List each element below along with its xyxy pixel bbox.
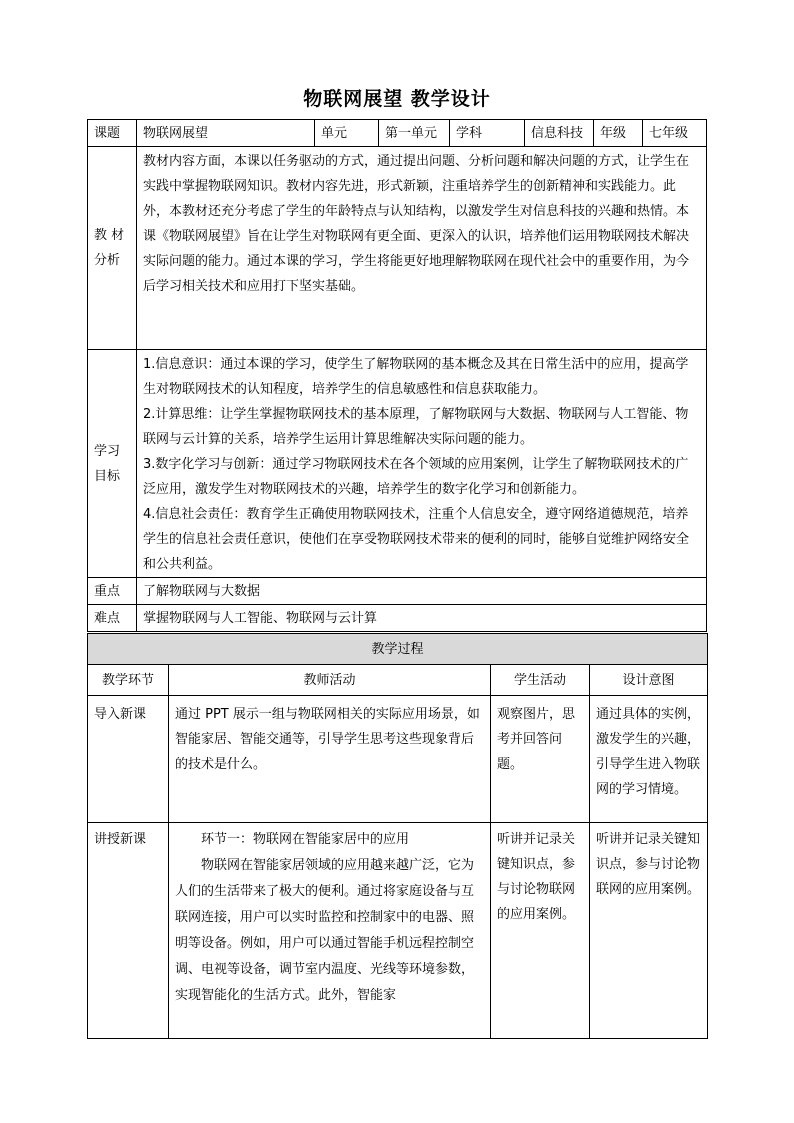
student-activity: 观察图片，思考并回答问题。 — [491, 696, 590, 823]
teacher-activity: 通过 PPT 展示一组与物联网相关的实际应用场景，如智能家居、智能交通等，引导学生思考这些现象背后的技术是什么。 — [169, 696, 491, 823]
info-row — [88, 120, 707, 147]
unit-label: 单元 — [315, 120, 379, 147]
teacher-activity — [169, 823, 491, 1039]
subject-value: 信息科技 — [525, 120, 594, 147]
objective-item: 2.计算思维：让学生掌握物联网技术的基本原理，了解物联网与大数据、物联网与人工智能、物联网与云计算的关系，培养学生运用计算思维解决实际问题的能力。 — [143, 407, 689, 447]
difficulty-row — [88, 605, 707, 632]
objective-item: 1.信息意识：通过本课的学习，使学生了解物联网的基本概念及其在日常生活中的应用，提高学生对物联网技术的认知程度，培养学生的信息敏感性和信息获取能力。 — [143, 357, 689, 397]
design-intent: 听讲并记录关键知识点，参与讨论物联网的应用案例。 — [590, 823, 708, 1039]
analysis-text: 教材内容方面，本课以任务驱动的方式，通过提出问题、分析问题和解决问题的方式，让学生在实践中掌握物联网知识。教材内容先进，形式新颖，注重培养学生的创新精神和实践能力。此外，本教材还充分考虑了学生的年龄特点与认知结构，以激发学生对信息科技的兴趣和热情。本课《物联网展望》旨在让学生对物联网有更全面、更深入的认识，培养他们运用物联网技术解决实际问题的能力。通过本课的学习，学生将能更好地理解物联网在现代社会中的重要作用，为今后学习相关技术和应用打下坚实基础。 — [137, 147, 707, 350]
key-point-label: 重点 — [88, 578, 137, 605]
document-title: 物联网展望 教学设计 — [303, 88, 491, 110]
grade-value: 七年级 — [643, 120, 707, 147]
objective-item: 3.数字化学习与创新：通过学习物联网技术在各个领域的应用案例，让学生了解物联网技术的广泛应用，激发学生对物联网技术的兴趣，培养学生的数字化学习和创新能力。 — [143, 457, 689, 497]
key-point-text: 了解物联网与大数据 — [137, 578, 707, 605]
section-body: 物联网在智能家居领域的应用越来越广泛，它为人们的生活带来了极大的便利。通过将家庭设备与互联网连接，用户可以实时监控和控制家中的电器、照明等设备。例如，用户可以通过智能手机远程控制空调、电视等设备，调节室内温度、光线等环境参数，实现智能化的生活方式。此外，智能家 — [175, 858, 475, 1003]
difficulty-text: 掌握物联网与人工智能、物联网与云计算 — [137, 605, 707, 632]
column-header: 教师活动 — [169, 665, 491, 696]
stage-cell: 讲授新课 — [88, 823, 169, 1039]
subject-label: 学科 — [450, 120, 525, 147]
column-header: 设计意图 — [590, 665, 708, 696]
objectives-list — [137, 350, 707, 578]
grade-label: 年级 — [594, 120, 643, 147]
teaching-process-table — [87, 633, 708, 1039]
process-columns-row — [88, 665, 708, 696]
process-header-row — [88, 634, 708, 665]
analysis-label: 教 材 分析 — [88, 147, 137, 350]
column-header: 教学环节 — [88, 665, 169, 696]
design-intent: 通过具体的实例，激发学生的兴趣，引导学生进入物联网的学习情境。 — [590, 696, 708, 823]
section-heading: 环节一：物联网在智能家居中的应用 — [201, 832, 410, 847]
course-value: 物联网展望 — [137, 120, 315, 147]
difficulty-label: 难点 — [88, 605, 137, 632]
stage-cell: 导入新课 — [88, 696, 169, 823]
objectives-label: 学习 目标 — [88, 350, 137, 578]
objectives-row — [88, 350, 707, 578]
objective-item: 4.信息社会责任：教育学生正确使用物联网技术，注重个人信息安全，遵守网络道德规范，培养学生的信息社会责任意识，使他们在享受物联网技术带来的便利的同时，能够自觉维护网络安全和公共利益。 — [143, 507, 690, 572]
process-header: 教学过程 — [88, 634, 708, 665]
lesson-info-table — [87, 119, 707, 632]
table-row — [88, 823, 708, 1039]
course-label: 课题 — [88, 120, 137, 147]
analysis-row — [88, 147, 707, 350]
column-header: 学生活动 — [491, 665, 590, 696]
key-point-row — [88, 578, 707, 605]
table-row — [88, 696, 708, 823]
student-activity: 听讲并记录关键知识点，参与讨论物联网的应用案例。 — [491, 823, 590, 1039]
unit-value: 第一单元 — [379, 120, 450, 147]
